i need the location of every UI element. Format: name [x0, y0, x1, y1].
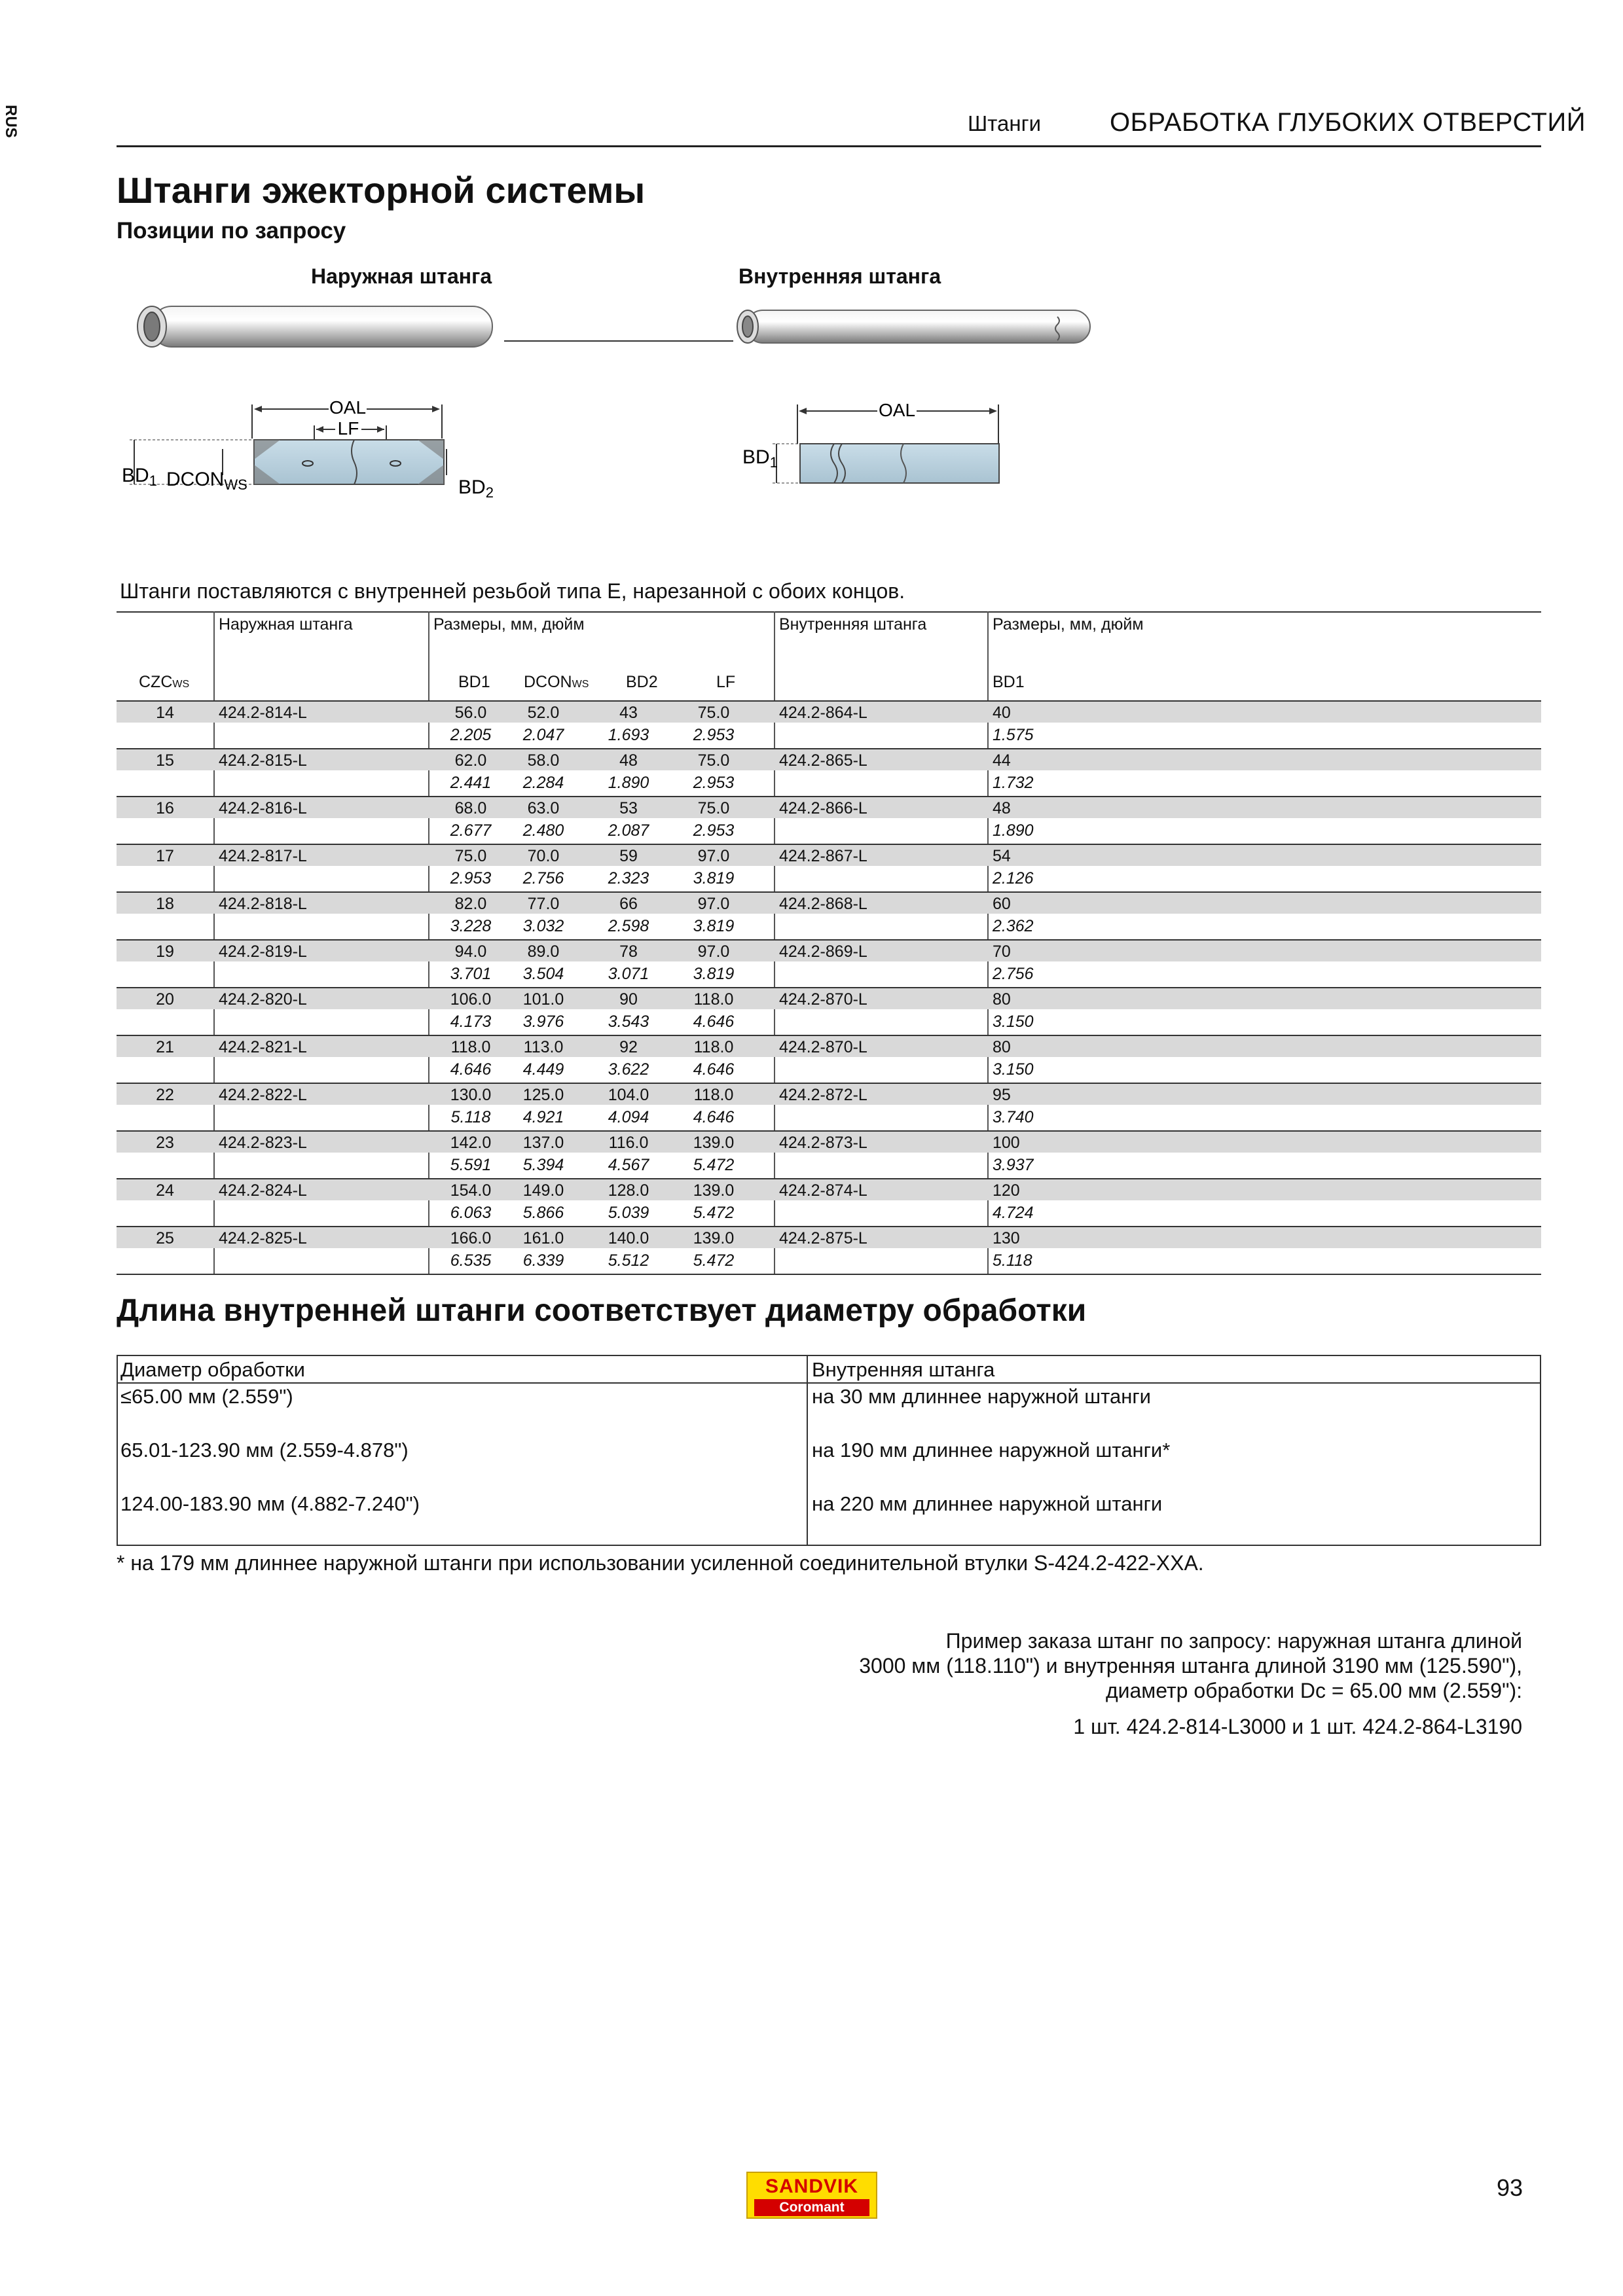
cell-inner: 424.2-866-L: [779, 799, 867, 817]
cell-ibd1-in: 1.732: [993, 774, 1034, 792]
cell-bd1-in: 2.677: [450, 821, 492, 840]
cell-inner: 424.2-865-L: [779, 751, 867, 770]
outer-bar-image: [137, 306, 492, 347]
language-tag: RUS: [2, 105, 20, 138]
section-title: Длина внутренней штанги соответствует диаметру обработки: [117, 1293, 1087, 1328]
cell-bd1: 56.0: [454, 704, 487, 722]
cell-czc: 23: [156, 1134, 174, 1152]
mapping-row-diameter: 65.01-123.90 мм (2.559-4.878"): [120, 1439, 409, 1462]
cell-dcon-in: 4.921: [522, 1108, 564, 1126]
cell-bd1-in: 3.701: [450, 965, 492, 983]
cell-czc: 24: [156, 1181, 174, 1200]
cell-ibd1: 70: [993, 942, 1011, 961]
cell-ibd1: 60: [993, 895, 1011, 913]
cell-bd1-in: 4.646: [450, 1060, 492, 1079]
cell-bd2: 48: [619, 751, 638, 770]
cell-dcon-in: 2.047: [522, 726, 564, 744]
cell-lf: 139.0: [693, 1134, 735, 1152]
footnote: * на 179 мм длиннее наружной штанги при использовании усиленной соединительной втулки S-424.2-422-XXA.: [117, 1551, 1204, 1575]
cell-bd1-in: 4.173: [450, 1013, 492, 1031]
inner-bar-image: [737, 310, 1090, 343]
cell-ibd1-in: 2.756: [993, 965, 1034, 983]
table-row: [117, 748, 1541, 796]
cell-bd1: 106.0: [450, 990, 492, 1009]
cell-lf: 97.0: [697, 895, 730, 913]
mapping-row-length: на 220 мм длиннее наружной штанги: [812, 1492, 1163, 1515]
dim-bd2: $BD_2$: [458, 476, 494, 501]
cell-ibd1: 120: [993, 1181, 1020, 1200]
dim-oal-outer: OAL: [329, 397, 367, 418]
cell-dcon-in: 2.284: [522, 774, 564, 792]
cell-bd2: 116.0: [608, 1134, 649, 1152]
cell-outer: 424.2-814-L: [219, 704, 307, 722]
logo-wordmark: SANDVIK: [765, 2176, 858, 2197]
cell-czc: 15: [156, 751, 174, 770]
table-row: [117, 1178, 1541, 1226]
cell-bd1: 118.0: [450, 1038, 491, 1056]
cell-outer: 424.2-822-L: [219, 1086, 307, 1104]
cell-outer: 424.2-816-L: [219, 799, 307, 817]
sandvik-coromant-logo: [746, 2172, 877, 2219]
th-bd1: BD1: [458, 673, 490, 691]
cell-outer: 424.2-819-L: [219, 942, 307, 961]
cell-bd2-in: 5.039: [608, 1204, 649, 1222]
cell-inner: 424.2-869-L: [779, 942, 867, 961]
cell-ibd1-in: 2.126: [993, 869, 1034, 888]
cell-ibd1: 48: [993, 799, 1011, 817]
mapping-th-inner: Внутренняя штанга: [812, 1358, 995, 1381]
inner-bar-label: Внутренняя штанга: [739, 264, 941, 288]
cell-dcon-in: 3.504: [522, 965, 564, 983]
cell-inner: 424.2-875-L: [779, 1229, 867, 1247]
cell-ibd1: 80: [993, 1038, 1011, 1056]
cell-dcon: 161.0: [522, 1229, 564, 1247]
cell-czc: 18: [156, 895, 174, 913]
cell-outer: 424.2-825-L: [219, 1229, 307, 1247]
dim-oal-inner: OAL: [878, 400, 916, 420]
page-number: 93: [1497, 2174, 1523, 2201]
cell-bd2: 78: [619, 942, 638, 961]
table-row: [117, 1035, 1541, 1083]
cell-dcon: 137.0: [522, 1134, 564, 1152]
cell-lf-in: 4.646: [693, 1013, 735, 1031]
th-lf: LF: [716, 673, 736, 691]
cell-bd1: 130.0: [450, 1086, 492, 1104]
cell-bd1: 166.0: [450, 1229, 492, 1247]
cell-ibd1-in: 3.740: [993, 1108, 1034, 1126]
cell-dcon: 113.0: [523, 1038, 564, 1056]
bar-illustrations: [0, 288, 1113, 504]
table-row: [117, 891, 1541, 939]
mapping-table: [117, 1355, 1541, 1546]
cell-bd2: 53: [619, 799, 638, 817]
cell-lf-in: 4.646: [693, 1060, 735, 1079]
cell-outer: 424.2-823-L: [219, 1134, 307, 1152]
th-bd1-inner: BD1: [993, 673, 1025, 691]
cell-dcon: 101.0: [522, 990, 564, 1009]
table-row: [117, 844, 1541, 891]
cell-ibd1-in: 3.937: [993, 1156, 1034, 1174]
table-row: [117, 796, 1541, 844]
table-row: [117, 1226, 1541, 1274]
cell-bd1: 82.0: [454, 895, 487, 913]
cell-bd1: 154.0: [450, 1181, 492, 1200]
header-chapter: ОБРАБОТКА ГЛУБОКИХ ОТВЕРСТИЙ: [1110, 108, 1586, 137]
cell-czc: 16: [156, 799, 174, 817]
table-top-rule: [117, 611, 1541, 613]
order-example-line: диаметр обработки Dc = 65.00 мм (2.559"):: [1105, 1679, 1522, 1702]
cell-bd1: 142.0: [450, 1134, 492, 1152]
th-inner: Внутренняя штанга: [779, 615, 927, 634]
order-code: 1 шт. 424.2-814-L3000 и 1 шт. 424.2-864-L3190: [1073, 1715, 1522, 1738]
th-dcon: DCONWS: [524, 673, 589, 691]
cell-lf: 75.0: [697, 799, 730, 817]
mapping-row-length: на 190 мм длиннее наружной штанги*: [812, 1439, 1171, 1462]
th-outer: Наружная штанга: [219, 615, 353, 634]
cell-ibd1-in: 2.362: [993, 917, 1034, 935]
page-subtitle: Позиции по запросу: [117, 218, 346, 243]
order-example-line: 3000 мм (118.110") и внутренняя штанга длиной 3190 мм (125.590"),: [859, 1654, 1522, 1677]
cell-ibd1: 80: [993, 990, 1011, 1009]
header-section: Штанги: [968, 111, 1042, 135]
cell-dcon-in: 3.976: [522, 1013, 564, 1031]
spec-table: [117, 611, 1541, 1275]
mapping-header-rule: [118, 1382, 1540, 1384]
cell-dcon-in: 5.866: [522, 1204, 564, 1222]
cell-bd2-in: 4.094: [608, 1108, 649, 1126]
cell-ibd1-in: 5.118: [993, 1251, 1032, 1270]
cell-inner: 424.2-873-L: [779, 1134, 867, 1152]
cell-bd2: 104.0: [608, 1086, 649, 1104]
cell-lf-in: 2.953: [693, 821, 735, 840]
cell-ibd1: 100: [993, 1134, 1020, 1152]
cell-dcon-in: 2.756: [522, 869, 564, 888]
cell-bd2: 140.0: [608, 1229, 649, 1247]
cell-ibd1: 54: [993, 847, 1011, 865]
cell-lf: 139.0: [693, 1229, 735, 1247]
mapping-col-divider: [807, 1356, 808, 1545]
cell-bd1-in: 5.118: [450, 1108, 491, 1126]
cell-czc: 21: [156, 1038, 174, 1056]
cell-ibd1: 130: [993, 1229, 1020, 1247]
cell-bd2-in: 2.598: [608, 917, 649, 935]
inner-bar-dimension-drawing: [742, 400, 999, 483]
table-row: [117, 1130, 1541, 1178]
cell-dcon: 149.0: [522, 1181, 564, 1200]
cell-bd1: 94.0: [454, 942, 487, 961]
cell-dcon: 63.0: [527, 799, 560, 817]
cell-bd1-in: 2.953: [450, 869, 492, 888]
cell-czc: 22: [156, 1086, 174, 1104]
cell-bd1: 62.0: [454, 751, 487, 770]
cell-dcon-in: 6.339: [522, 1251, 564, 1270]
cell-bd2-in: 2.087: [608, 821, 649, 840]
cell-lf: 97.0: [697, 942, 730, 961]
th-bd2: BD2: [626, 673, 658, 691]
cell-bd2: 59: [619, 847, 638, 865]
cell-ibd1-in: 3.150: [993, 1060, 1034, 1079]
cell-bd2: 43: [619, 704, 638, 722]
table-row: [117, 1083, 1541, 1130]
cell-dcon: 89.0: [527, 942, 560, 961]
cell-ibd1-in: 3.150: [993, 1013, 1034, 1031]
cell-bd2-in: 1.693: [608, 726, 649, 744]
cell-outer: 424.2-821-L: [219, 1038, 307, 1056]
mapping-row-diameter: ≤65.00 мм (2.559"): [120, 1385, 293, 1408]
order-example-line: Пример заказа штанг по запросу: наружная штанга длиной: [945, 1629, 1522, 1653]
cell-bd1-in: 2.205: [450, 726, 492, 744]
cell-outer: 424.2-824-L: [219, 1181, 307, 1200]
cell-bd2-in: 4.567: [608, 1156, 649, 1174]
cell-czc: 14: [156, 704, 174, 722]
th-czc: CZCWS: [139, 673, 190, 691]
cell-bd1: 75.0: [454, 847, 487, 865]
cell-outer: 424.2-818-L: [219, 895, 307, 913]
cell-lf: 118.0: [693, 990, 734, 1009]
mapping-row-diameter: 124.00-183.90 мм (4.882-7.240"): [120, 1492, 420, 1515]
cell-czc: 25: [156, 1229, 174, 1247]
cell-bd2: 90: [619, 990, 638, 1009]
cell-lf-in: 2.953: [693, 774, 735, 792]
th-dims-inner: Размеры, мм, дюйм: [993, 615, 1144, 634]
cell-czc: 20: [156, 990, 174, 1009]
threads-note: Штанги поставляются с внутренней резьбой типа E, нарезанной с обоих концов.: [120, 579, 905, 603]
logo-subbrand: Coromant: [754, 2199, 869, 2216]
cell-lf: 118.0: [693, 1038, 734, 1056]
cell-outer: 424.2-817-L: [219, 847, 307, 865]
cell-lf: 75.0: [697, 751, 730, 770]
dim-bd1-outer: $BD_1$: [122, 465, 157, 489]
cell-bd2-in: 2.323: [608, 869, 649, 888]
cell-dcon-in: 3.032: [522, 917, 564, 935]
cell-ibd1: 40: [993, 704, 1011, 722]
cell-dcon: 125.0: [522, 1086, 564, 1104]
cell-bd1-in: 3.228: [450, 917, 492, 935]
th-dims: Размеры, мм, дюйм: [433, 615, 585, 634]
header-rule: [117, 145, 1541, 147]
cell-lf-in: 4.646: [693, 1108, 735, 1126]
cell-bd2-in: 3.071: [608, 965, 649, 983]
dim-lf-outer: LF: [337, 418, 359, 439]
cell-dcon-in: 5.394: [522, 1156, 564, 1174]
order-example: [720, 1628, 1522, 1703]
cell-bd2-in: 3.622: [608, 1060, 649, 1079]
cell-ibd1-in: 1.890: [993, 821, 1034, 840]
cell-ibd1-in: 4.724: [993, 1204, 1034, 1222]
cell-bd1-in: 6.535: [450, 1251, 492, 1270]
cell-lf-in: 5.472: [693, 1204, 735, 1222]
cell-dcon: 52.0: [527, 704, 560, 722]
cell-outer: 424.2-815-L: [219, 751, 307, 770]
cell-inner: 424.2-867-L: [779, 847, 867, 865]
cell-bd1-in: 2.441: [450, 774, 492, 792]
cell-bd1: 68.0: [454, 799, 487, 817]
cell-bd2-in: 3.543: [608, 1013, 649, 1031]
page-title: Штанги эжекторной системы: [117, 170, 646, 211]
cell-outer: 424.2-820-L: [219, 990, 307, 1009]
outer-bar-dimension-drawing: [122, 397, 494, 501]
outer-bar-label: Наружная штанга: [311, 264, 492, 288]
cell-lf-in: 5.472: [693, 1156, 735, 1174]
dim-dcon: $DCON_{WS}$: [166, 469, 247, 493]
cell-lf: 75.0: [697, 704, 730, 722]
mapping-th-diameter: Диаметр обработки: [120, 1358, 305, 1381]
cell-lf: 118.0: [693, 1086, 734, 1104]
cell-bd2-in: 1.890: [608, 774, 649, 792]
cell-lf-in: 3.819: [693, 965, 735, 983]
cell-inner: 424.2-870-L: [779, 1038, 867, 1056]
table-row: [117, 987, 1541, 1035]
cell-ibd1-in: 1.575: [993, 726, 1034, 744]
cell-bd1-in: 5.591: [450, 1156, 492, 1174]
cell-bd2: 128.0: [608, 1181, 649, 1200]
cell-lf-in: 5.472: [693, 1251, 735, 1270]
cell-lf: 97.0: [697, 847, 730, 865]
cell-dcon-in: 4.449: [522, 1060, 564, 1079]
dim-bd1-inner: $BD_1$: [742, 446, 778, 471]
cell-ibd1: 95: [993, 1086, 1011, 1104]
cell-lf: 139.0: [693, 1181, 735, 1200]
cell-dcon: 70.0: [527, 847, 560, 865]
cell-bd2: 92: [619, 1038, 638, 1056]
cell-bd1-in: 6.063: [450, 1204, 492, 1222]
cell-inner: 424.2-870-L: [779, 990, 867, 1009]
cell-inner: 424.2-872-L: [779, 1086, 867, 1104]
cell-dcon-in: 2.480: [522, 821, 564, 840]
cell-inner: 424.2-864-L: [779, 704, 867, 722]
cell-czc: 17: [156, 847, 174, 865]
cell-inner: 424.2-874-L: [779, 1181, 867, 1200]
cell-ibd1: 44: [993, 751, 1011, 770]
table-row: [117, 939, 1541, 987]
cell-dcon: 58.0: [527, 751, 560, 770]
table-bottom-rule: [117, 1274, 1541, 1275]
cell-inner: 424.2-868-L: [779, 895, 867, 913]
cell-bd2: 66: [619, 895, 638, 913]
mapping-row-length: на 30 мм длиннее наружной штанги: [812, 1385, 1151, 1408]
cell-czc: 19: [156, 942, 174, 961]
cell-dcon: 77.0: [527, 895, 560, 913]
cell-lf-in: 3.819: [693, 917, 735, 935]
cell-bd2-in: 5.512: [608, 1251, 649, 1270]
cell-lf-in: 3.819: [693, 869, 735, 888]
cell-lf-in: 2.953: [693, 726, 735, 744]
table-row: [117, 700, 1541, 748]
